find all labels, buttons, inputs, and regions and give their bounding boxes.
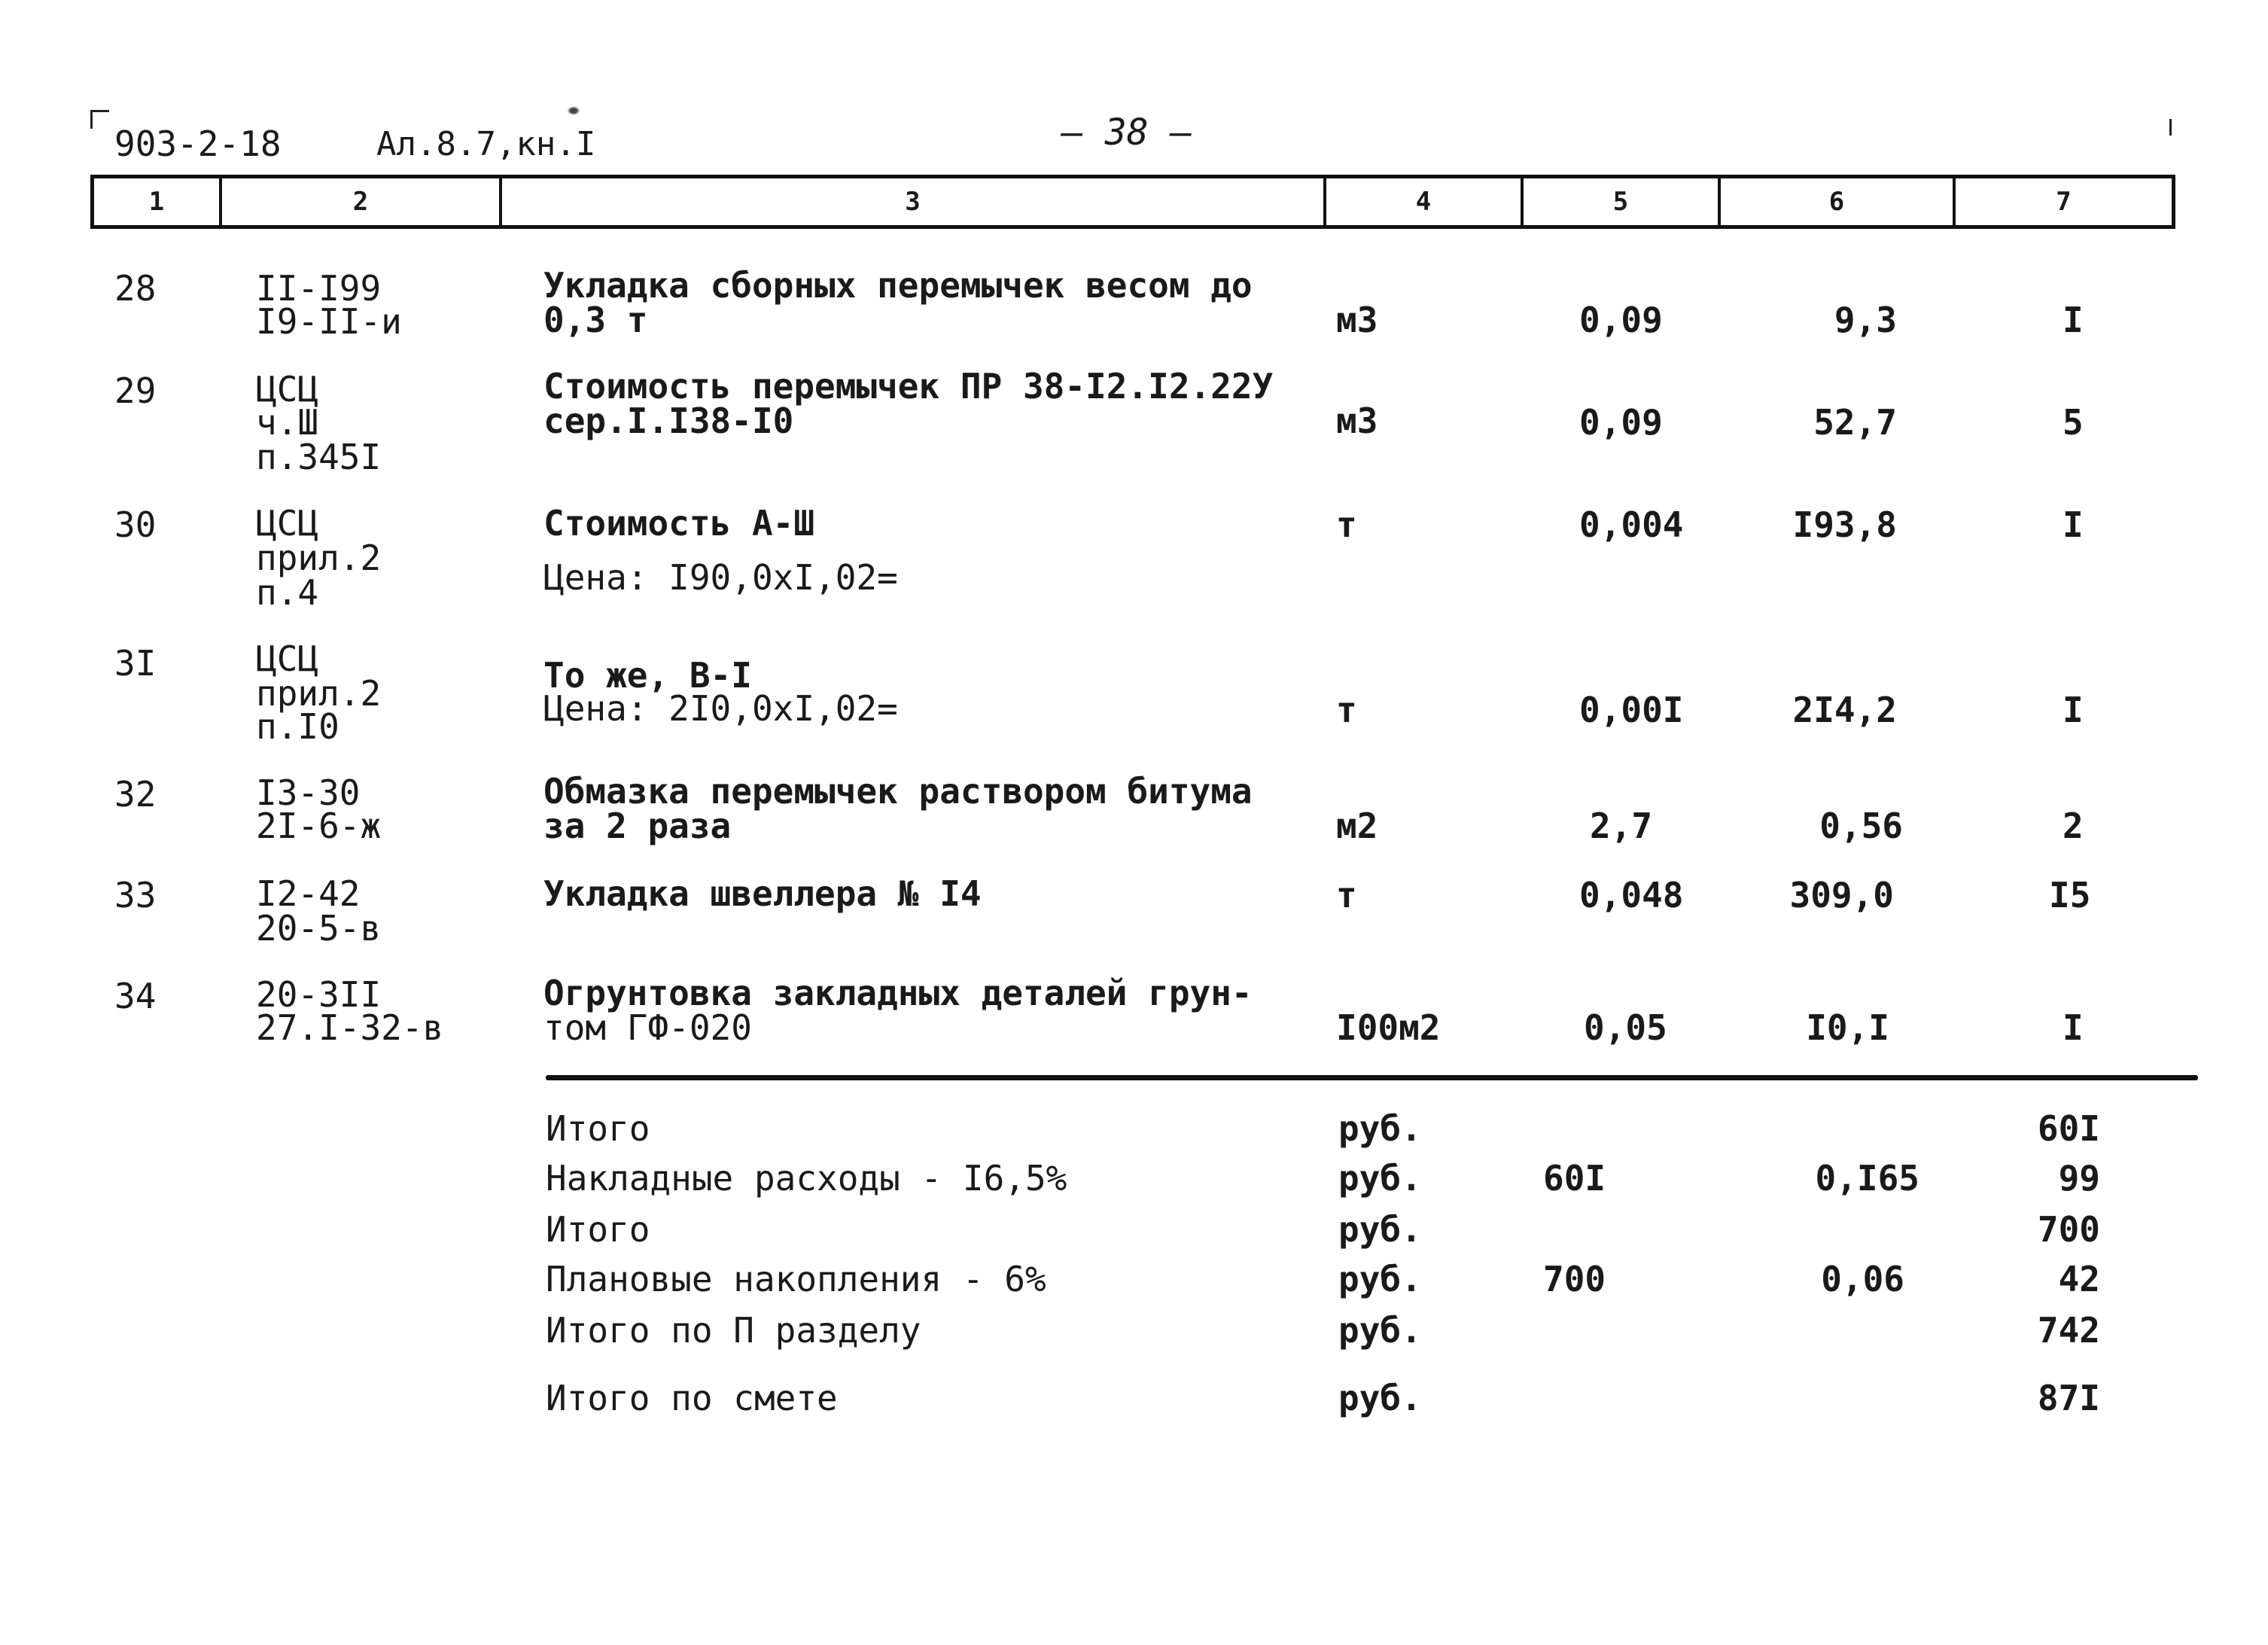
unit-price-cell: I0,I: [1806, 1007, 1889, 1048]
work-description-line: Стоимость А-Ш: [543, 503, 815, 544]
work-description-line: Огрунтовка закладных деталей грун-: [543, 973, 1253, 1013]
row-number: 3I: [114, 643, 157, 684]
total-cost-cell: I5: [2049, 875, 2091, 915]
quantity-cell: 0,09: [1579, 402, 1663, 443]
norm-code-line: ЦСЦ: [256, 369, 319, 410]
work-description-line: Цена: 2I0,0хI,02=: [543, 688, 898, 729]
norm-code-line: ЦСЦ: [256, 503, 319, 544]
norm-code-line: прил.2: [256, 538, 382, 578]
norm-code-line: I3-30: [256, 772, 361, 813]
quantity-cell: 0,048: [1579, 875, 1684, 915]
unit-cell: т: [1336, 690, 1357, 730]
summary-total: 42: [2058, 1259, 2100, 1299]
summary-unit: руб.: [1338, 1108, 1422, 1149]
unit-price-cell: I93,8: [1792, 504, 1897, 545]
norm-code-line: 20-5-в: [256, 908, 382, 949]
total-cost-cell: I: [2063, 1007, 2084, 1048]
column-header-1: 1: [148, 187, 165, 217]
unit-cell: т: [1336, 875, 1357, 915]
summary-divider: [546, 1075, 2198, 1080]
unit-price-cell: 2I4,2: [1792, 690, 1897, 730]
row-number: 28: [114, 268, 157, 309]
summary-total: 700: [2037, 1209, 2100, 1250]
edge-tick-mark: [2169, 119, 2172, 136]
norm-code-line: I9-II-и: [256, 301, 402, 342]
summary-label: Плановые накопления - 6%: [546, 1259, 1046, 1299]
summary-unit: руб.: [1338, 1378, 1422, 1418]
work-description-line: за 2 раза: [543, 806, 732, 846]
norm-code-line: ч.Ш: [256, 402, 319, 443]
column-header-6: 6: [1718, 178, 1953, 225]
unit-cell: т: [1336, 504, 1357, 545]
unit-cell: м3: [1336, 401, 1378, 441]
unit-cell: м2: [1336, 806, 1378, 846]
summary-label: Итого по смете: [546, 1378, 838, 1418]
summary-base-amount: 60I: [1543, 1158, 1606, 1199]
row-number: 34: [114, 976, 157, 1016]
total-cost-cell: I: [2063, 504, 2084, 545]
work-description-line: Обмазка перемычек раствором битума: [543, 771, 1253, 812]
summary-rate: 0,I65: [1815, 1158, 1919, 1199]
quantity-cell: 2,7: [1590, 806, 1653, 846]
page-number: — 38 —: [1061, 111, 1192, 154]
work-description-line: Укладка сборных перемычек весом до: [543, 265, 1253, 306]
column-header-row: [90, 175, 2175, 229]
summary-label: Итого: [546, 1108, 650, 1149]
work-description-line: сер.I.I38-I0: [543, 401, 794, 441]
summary-label: Итого по П разделу: [546, 1310, 921, 1351]
unit-price-cell: 9,3: [1834, 300, 1897, 340]
album-reference: Ал.8.7,кн.I: [376, 125, 596, 163]
norm-code-line: п.I0: [256, 706, 339, 747]
summary-unit: руб.: [1338, 1310, 1422, 1351]
document-code: 903-2-18: [114, 123, 282, 164]
total-cost-cell: I: [2063, 690, 2084, 730]
total-cost-cell: 5: [2063, 402, 2084, 443]
summary-unit: руб.: [1338, 1209, 1422, 1250]
quantity-cell: 0,004: [1579, 504, 1684, 545]
work-description-line: 0,3 т: [543, 300, 648, 340]
row-number: 32: [114, 774, 157, 815]
quantity-cell: 0,09: [1579, 300, 1663, 340]
summary-base-amount: 700: [1543, 1259, 1606, 1299]
work-description-line: Цена: I90,0хI,02=: [543, 557, 898, 598]
norm-code-line: 20-3II: [256, 974, 382, 1015]
norm-code-line: 2I-6-ж: [256, 806, 382, 846]
summary-unit: руб.: [1338, 1158, 1422, 1199]
unit-price-cell: 309,0: [1789, 875, 1894, 915]
row-number: 29: [114, 370, 157, 411]
column-header-3: 3: [499, 178, 1323, 225]
corner-mark: [90, 110, 109, 129]
total-cost-cell: I: [2063, 300, 2084, 340]
column-header-4: 4: [1323, 178, 1521, 225]
summary-total: 87I: [2037, 1378, 2100, 1418]
column-header-5: 5: [1521, 178, 1718, 225]
norm-code-line: I2-42: [256, 873, 361, 914]
summary-label: Итого: [546, 1209, 650, 1250]
quantity-cell: 0,05: [1584, 1007, 1667, 1048]
column-header-2: 2: [219, 178, 499, 225]
work-description-line: Стоимость перемычек ПР 38-I2.I2.22У: [543, 366, 1274, 407]
norm-code-line: п.4: [256, 572, 319, 613]
summary-unit: руб.: [1338, 1259, 1422, 1299]
row-number: 30: [114, 504, 157, 545]
summary-label: Накладные расходы - I6,5%: [546, 1158, 1067, 1199]
norm-code-line: II-I99: [256, 268, 382, 309]
unit-price-cell: 0,56: [1819, 806, 1903, 846]
total-cost-cell: 2: [2063, 806, 2084, 846]
work-description-line: То же, В-I: [543, 655, 752, 696]
unit-price-cell: 52,7: [1813, 402, 1897, 443]
norm-code-line: п.345I: [256, 437, 382, 477]
unit-cell: м3: [1336, 300, 1378, 340]
ink-speck: [566, 105, 581, 116]
row-number: 33: [114, 875, 157, 915]
norm-code-line: ЦСЦ: [256, 638, 319, 679]
work-description-line: том ГФ-020: [543, 1007, 752, 1048]
quantity-cell: 0,00I: [1579, 690, 1684, 730]
column-header-7: 7: [1953, 178, 2172, 225]
summary-total: 99: [2058, 1158, 2100, 1199]
norm-code-line: 27.I-32-в: [256, 1007, 444, 1048]
unit-cell: I00м2: [1336, 1007, 1441, 1048]
norm-code-line: прил.2: [256, 673, 382, 714]
summary-total: 60I: [2037, 1108, 2100, 1149]
summary-rate: 0,06: [1821, 1259, 1904, 1299]
work-description-line: Укладка швеллера № I4: [543, 873, 982, 914]
summary-total: 742: [2037, 1310, 2100, 1351]
